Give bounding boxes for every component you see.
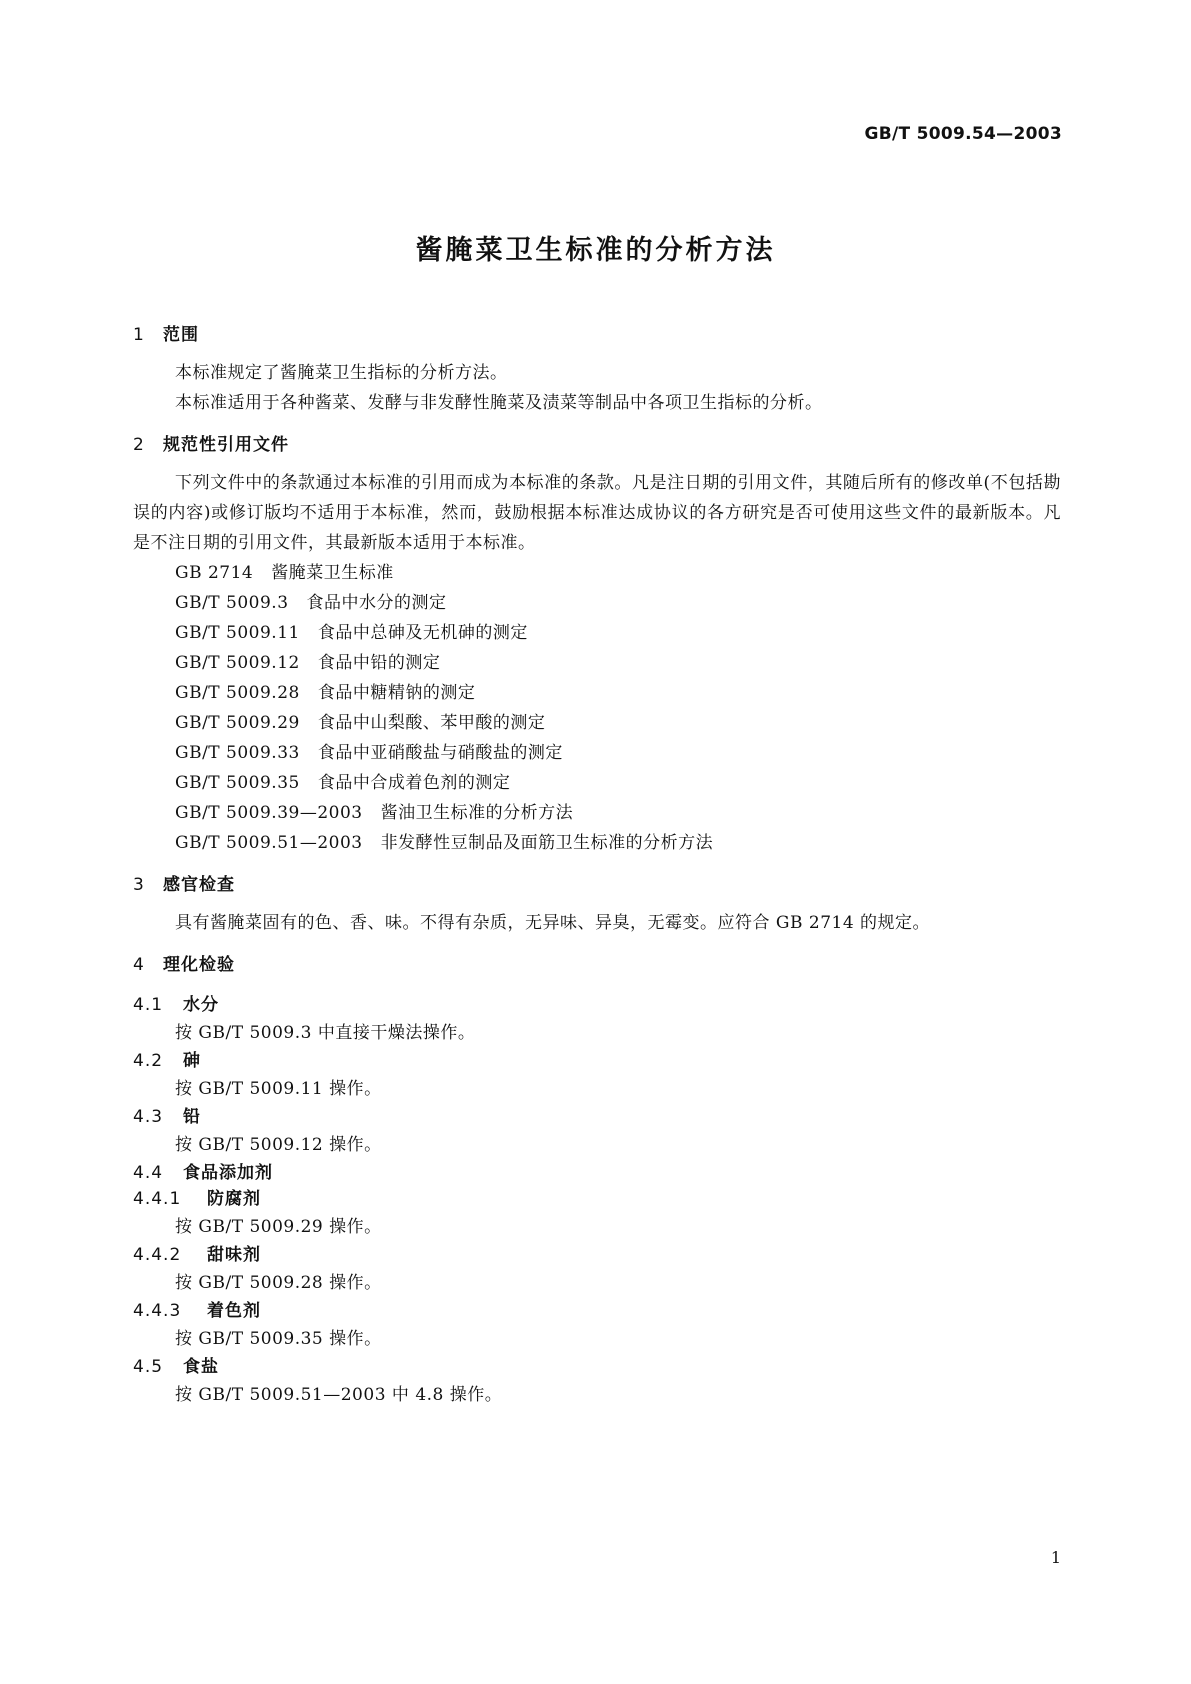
reference-code: GB/T 5009.12 [175, 653, 300, 673]
reference-code: GB 2714 [175, 563, 254, 583]
method-text: 按 GB/T 5009.35 操作。 [175, 1329, 382, 1349]
subsection-number: 4.4 [133, 1163, 164, 1183]
reference-code: GB/T 5009.28 [175, 683, 300, 703]
method-text: 按 GB/T 5009.29 操作。 [175, 1217, 382, 1237]
section-heading-physicochemical [133, 952, 1061, 978]
method-text: 按 GB/T 5009.28 操作。 [175, 1273, 382, 1293]
subsection-heading-additives [133, 1160, 1061, 1186]
reference-title: 食品中糖精钠的测定 [317, 683, 476, 703]
method-text: 按 GB/T 5009.3 中直接干燥法操作。 [175, 1023, 476, 1043]
subsection-title: 食盐 [183, 1357, 219, 1377]
reference-code: GB/T 5009.11 [175, 623, 300, 643]
subsection-number: 4.4.1 [133, 1189, 182, 1209]
reference-title: 食品中水分的测定 [306, 593, 447, 613]
section-title: 感官检查 [163, 875, 235, 895]
reference-code: GB/T 5009.51—2003 [175, 833, 363, 853]
subsection-title: 着色剂 [207, 1301, 261, 1321]
section-number: 1 [133, 325, 145, 345]
section-heading-scope [133, 322, 1061, 348]
reference-code: GB/T 5009.39—2003 [175, 803, 363, 823]
paragraph: 本标准适用于各种酱菜、发酵与非发酵性腌菜及渍菜等制品中各项卫生指标的分析。 [175, 393, 823, 413]
reference-title: 非发酵性豆制品及面筋卫生标准的分析方法 [380, 833, 714, 853]
subsection-number: 4.2 [133, 1051, 164, 1071]
reference-title: 食品中山梨酸、苯甲酸的测定 [317, 713, 546, 733]
section-heading-references [133, 432, 1061, 458]
subsection-number: 4.4.3 [133, 1301, 182, 1321]
subsection-heading-salt [133, 1354, 1061, 1380]
standard-number: GB/T 5009.54—2003 [864, 124, 1062, 144]
subsection-heading-water [133, 992, 1061, 1018]
reference-title: 食品中合成着色剂的测定 [317, 773, 511, 793]
method-text: 按 GB/T 5009.12 操作。 [175, 1135, 382, 1155]
subsection-heading-lead [133, 1104, 1061, 1130]
section-title: 范围 [163, 325, 199, 345]
reference-code: GB/T 5009.35 [175, 773, 300, 793]
subsection-heading-preservative [133, 1186, 1061, 1212]
section-number: 3 [133, 875, 145, 895]
reference-item [133, 798, 1061, 828]
reference-item [133, 678, 1061, 708]
subsection-title: 食品添加剂 [183, 1163, 273, 1183]
method-text: 按 GB/T 5009.11 操作。 [175, 1079, 382, 1099]
method-text: 按 GB/T 5009.51—2003 中 4.8 操作。 [175, 1385, 503, 1405]
section-number: 4 [133, 955, 145, 975]
reference-item [133, 828, 1061, 858]
subsection-title: 砷 [183, 1051, 201, 1071]
document-body [133, 322, 1061, 1410]
subsection-heading-arsenic [133, 1048, 1061, 1074]
page-number: 1 [1050, 1548, 1061, 1567]
section-title: 理化检验 [163, 955, 235, 975]
reference-item [133, 618, 1061, 648]
reference-item [133, 648, 1061, 678]
subsection-title: 水分 [183, 995, 219, 1015]
reference-item [133, 588, 1061, 618]
reference-code: GB/T 5009.29 [175, 713, 300, 733]
subsection-number: 4.5 [133, 1357, 164, 1377]
reference-title: 食品中亚硝酸盐与硝酸盐的测定 [317, 743, 563, 763]
document-title: 酱腌菜卫生标准的分析方法 [415, 235, 776, 266]
reference-title: 食品中总砷及无机砷的测定 [317, 623, 528, 643]
subsection-heading-sweetener [133, 1242, 1061, 1268]
paragraph: 具有酱腌菜固有的色、香、味。不得有杂质，无异味、异臭，无霉变。应符合 GB 2714 的规定。 [175, 913, 931, 933]
reference-title: 酱腌菜卫生标准 [271, 563, 394, 583]
subsection-title: 铅 [183, 1107, 201, 1127]
paragraph: 本标准规定了酱腌菜卫生指标的分析方法。 [175, 363, 508, 383]
reference-item [133, 738, 1061, 768]
reference-item [133, 558, 1061, 588]
subsection-heading-colorant [133, 1298, 1061, 1324]
subsection-title: 甜味剂 [207, 1245, 261, 1265]
reference-title: 食品中铅的测定 [317, 653, 441, 673]
subsection-number: 4.3 [133, 1107, 164, 1127]
reference-item [133, 708, 1061, 738]
reference-item [133, 768, 1061, 798]
section-heading-sensory [133, 872, 1061, 898]
reference-title: 酱油卫生标准的分析方法 [380, 803, 574, 823]
reference-code: GB/T 5009.33 [175, 743, 300, 763]
reference-code: GB/T 5009.3 [175, 593, 289, 613]
subsection-number: 4.1 [133, 995, 164, 1015]
paragraph: 下列文件中的条款通过本标准的引用而成为本标准的条款。凡是注日期的引用文件，其随后所有的修改单(不包括勘误的内容)或修订版均不适用于本标准，然而，鼓励根据本标准达成协议的各方研究是否可使用这些文件的最新版本。凡是不注日期的引用文件，其最新版本适用于本标准。 [133, 473, 1061, 553]
subsection-number: 4.4.2 [133, 1245, 182, 1265]
section-number: 2 [133, 435, 145, 455]
subsection-title: 防腐剂 [207, 1189, 261, 1209]
section-title: 规范性引用文件 [163, 435, 289, 455]
